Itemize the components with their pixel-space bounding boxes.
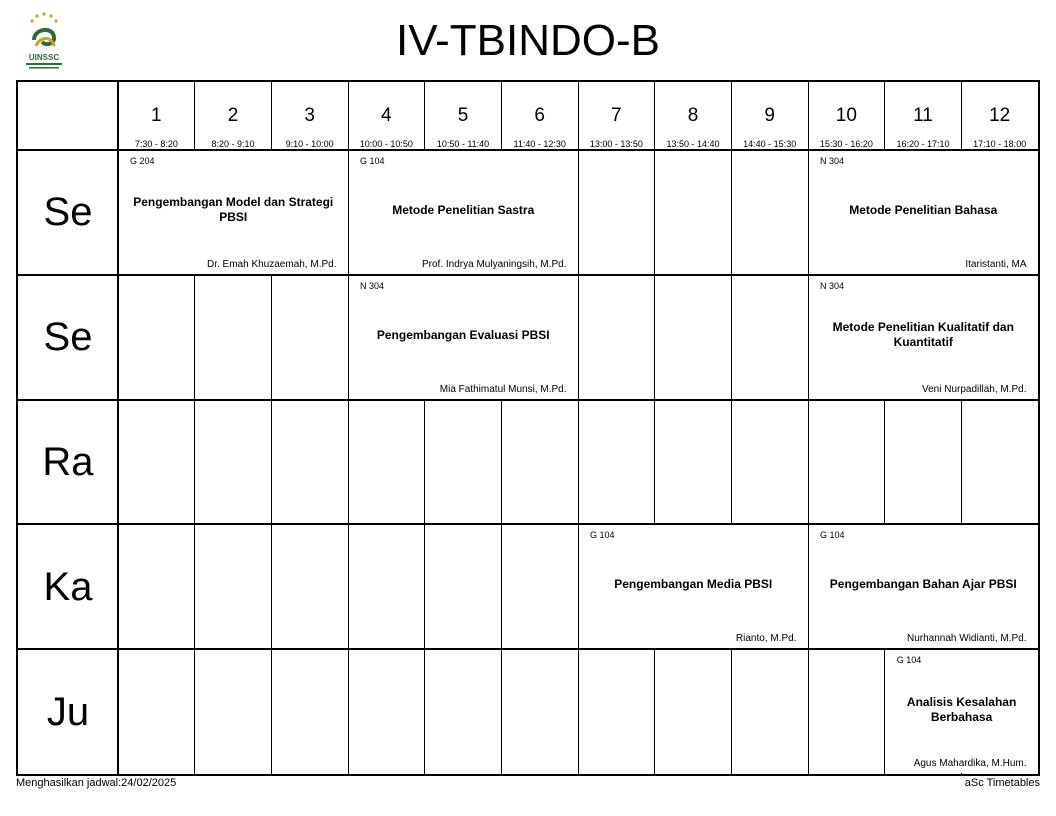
grid-vertical-line: [731, 82, 732, 774]
timetable-grid: [16, 80, 1040, 776]
lesson-subject: Pengembangan Media PBSI: [614, 577, 773, 592]
lesson-teacher: Prof. Indrya Mulyaningsih, M.Pd.: [421, 258, 567, 270]
period-time: 9:10 - 10:00: [285, 139, 334, 149]
lesson-teacher: Dr. Emah Khuzaemah, M.Pd.: [206, 258, 337, 270]
lesson-room: G 104: [360, 156, 385, 166]
lesson-room: N 304: [820, 280, 845, 291]
period-number: 10: [835, 105, 857, 126]
period-number: 3: [304, 105, 315, 126]
lesson-teacher: Mia Fathimatul Munsi, M.Pd.: [439, 383, 567, 395]
lesson-room: N 304: [820, 156, 845, 166]
lesson-teacher: Veni Nurpadillah, M.Pd.: [922, 383, 1027, 395]
logo-text: UINSSC: [28, 53, 60, 62]
lesson-subject: Metode Penelitian Kualitatif dan Kuantitatif: [832, 320, 1014, 350]
lesson-card[interactable]: [886, 650, 1038, 773]
period-time: 10:50 - 11:40: [436, 139, 490, 149]
generated-date: Menghasilkan jadwal:24/02/2025: [16, 777, 177, 789]
period-time: 13:00 - 13:50: [589, 139, 643, 149]
lesson-subject: Metode Penelitian Bahasa: [849, 202, 998, 217]
period-number: 11: [913, 105, 933, 126]
lesson-room: G 104: [820, 530, 845, 541]
period-time: 16:20 - 17:10: [896, 139, 950, 149]
lesson-card[interactable]: [809, 525, 1038, 648]
lesson-card[interactable]: [349, 151, 578, 274]
lesson-subject: Metode Penelitian Sastra: [392, 202, 535, 217]
period-time: 15:30 - 16:20: [819, 139, 873, 149]
lesson-room: N 304: [360, 280, 385, 291]
lesson-subject: Pengembangan Evaluasi PBSI: [376, 327, 550, 342]
period-time: 10:00 - 10:50: [359, 139, 413, 149]
lesson-subject: Pengembangan Bahan Ajar PBSI: [829, 577, 1017, 592]
lesson-teacher: Agus Mahardika, M.Hum.: [913, 757, 1027, 769]
lesson-room: G 204: [130, 156, 155, 166]
period-time: 17:10 - 18:00: [973, 139, 1027, 149]
grid-vertical-line: [578, 82, 579, 774]
period-number: 7: [611, 105, 622, 126]
lesson-subject: Analisis Kesalahan Berbahasa: [906, 694, 1017, 724]
day-label: Ju: [46, 689, 90, 734]
lesson-teacher: Rianto, M.Pd.: [735, 633, 797, 645]
lesson-card[interactable]: [119, 151, 348, 274]
lesson-card[interactable]: [809, 151, 1038, 274]
period-time: 13:50 - 14:40: [666, 139, 720, 149]
period-number: 4: [381, 105, 392, 126]
page-title: IV-TBINDO-B: [395, 16, 661, 65]
period-time: 7:30 - 8:20: [134, 139, 178, 149]
lesson-subject: Pengembangan Model dan Strategi PBSI: [133, 195, 334, 225]
period-number: 9: [764, 105, 775, 126]
period-number: 5: [457, 105, 469, 126]
period-number: 12: [989, 105, 1011, 126]
period-time: 8:20 - 9:10: [211, 139, 255, 149]
lesson-room: G 104: [896, 655, 922, 666]
period-number: 2: [227, 105, 239, 126]
day-label: Ka: [43, 564, 93, 609]
lesson-card[interactable]: [809, 276, 1038, 399]
lesson-card[interactable]: [579, 525, 808, 648]
day-label: Se: [43, 315, 93, 360]
day-label: Ra: [42, 440, 94, 484]
lesson-card[interactable]: [349, 276, 578, 399]
period-time: 11:40 - 12:30: [513, 139, 566, 149]
lesson-teacher: Itaristanti, MA: [965, 258, 1027, 270]
grid-vertical-line: [654, 82, 655, 774]
lesson-room: G 104: [590, 530, 615, 541]
lesson-teacher: Nurhannah Widianti, M.Pd.: [907, 633, 1027, 645]
brand-label: aSc Timetables: [964, 777, 1040, 789]
period-number: 8: [687, 105, 699, 126]
day-label: Se: [43, 190, 93, 235]
period-time: 14:40 - 15:30: [743, 139, 797, 149]
period-number: 6: [534, 105, 545, 126]
period-number: 1: [151, 105, 162, 126]
